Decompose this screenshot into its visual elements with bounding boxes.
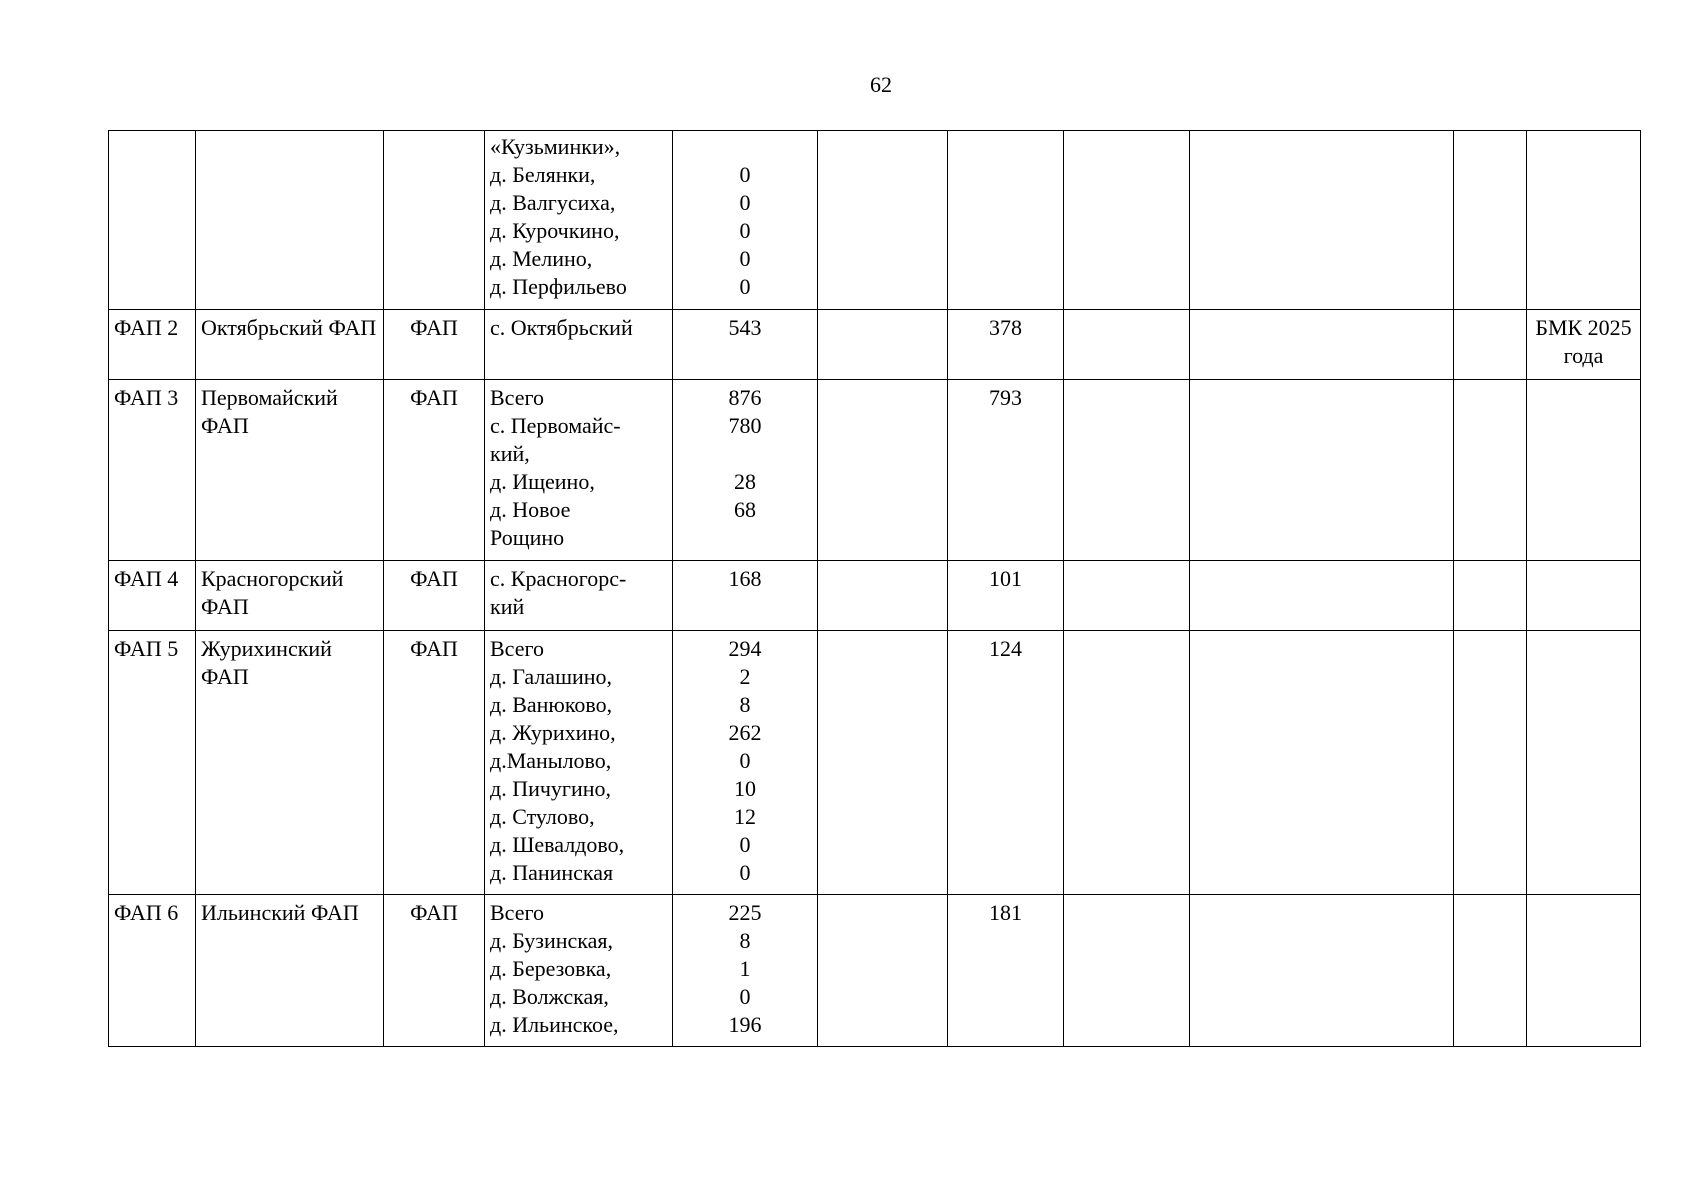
col10-cell [1454, 561, 1527, 631]
settlements-cell [485, 561, 673, 631]
settlements-cell-line: д. Курочкино, [490, 218, 620, 243]
population-cell-line: 0 [739, 984, 751, 1009]
settlements-cell-line: д. Шевалдово, [490, 832, 625, 857]
population-cell-line: 0 [739, 860, 751, 885]
col10-cell [1454, 631, 1527, 895]
settlements-cell-line: д. Белянки, [490, 162, 596, 187]
col7-cell: 101 [948, 561, 1064, 631]
population-cell [673, 131, 818, 310]
population-cell-line: 2 [739, 664, 751, 689]
settlements-cell-line: д.Манылово, [490, 748, 612, 773]
population-cell-line: 10 [734, 776, 756, 801]
settlements-cell-line: д. Новое [490, 497, 571, 522]
fap-name-cell: Красногорский ФАП [196, 561, 384, 631]
fap-type-cell: ФАП [384, 561, 485, 631]
fap-code-cell: ФАП 2 [109, 310, 196, 380]
population-cell [673, 380, 818, 561]
settlements-cell-line: д. Волжская, [490, 984, 609, 1009]
col9-cell [1190, 310, 1454, 380]
settlements-cell-line: д. Галашино, [490, 664, 613, 689]
population-cell-line: 0 [739, 162, 751, 187]
population-cell-line: 0 [739, 246, 751, 271]
fap-type-cell: ФАП [384, 631, 485, 895]
population-cell-line: 1 [739, 956, 751, 981]
population-cell-line: 0 [739, 190, 751, 215]
table-row [109, 380, 1641, 561]
settlements-cell-line: д. Валгусиха, [490, 190, 616, 215]
fap-name-cell: Октябрьский ФАП [196, 310, 384, 380]
settlements-cell-line: кий, [490, 441, 530, 466]
table-row [109, 561, 1641, 631]
fap-code-cell: ФАП 4 [109, 561, 196, 631]
population-cell [673, 895, 818, 1047]
fap-name-cell: Первомайский ФАП [196, 380, 384, 561]
settlements-cell-line: Всего [490, 385, 544, 410]
fap-name-cell: Журихинский ФАП [196, 631, 384, 895]
settlements-cell [485, 380, 673, 561]
fap-name-cell: Ильинский ФАП [196, 895, 384, 1047]
settlements-cell-line: д. Ванюково, [490, 692, 613, 717]
settlements-cell [485, 131, 673, 310]
fap-type-cell: ФАП [384, 895, 485, 1047]
settlements-cell-line: кий [490, 594, 525, 619]
population-cell-line [678, 524, 812, 552]
table-row [109, 131, 1641, 310]
settlements-cell-line: д. Пичугино, [490, 776, 611, 801]
col7-cell: 124 [948, 631, 1064, 895]
population-cell-line: 294 [728, 636, 762, 661]
col7-cell: 181 [948, 895, 1064, 1047]
fap-table [108, 130, 1641, 1047]
col8-cell [1064, 131, 1190, 310]
settlements-cell-line: д. Ильинское, [490, 1012, 619, 1037]
settlements-cell-line: «Кузьминки», [490, 134, 621, 159]
fap-name-cell [196, 131, 384, 310]
settlements-cell-line: д. Мелино, [490, 246, 593, 271]
settlements-cell-line: Рощино [490, 525, 565, 550]
note-cell [1527, 631, 1641, 895]
col10-cell [1454, 895, 1527, 1047]
settlements-cell-line: с. Красногорс- [490, 566, 627, 591]
col8-cell [1064, 380, 1190, 561]
note-cell [1527, 131, 1641, 310]
col8-cell [1064, 310, 1190, 380]
settlements-cell-line: д. Стулово, [490, 804, 595, 829]
population-cell-line: 8 [739, 692, 751, 717]
population-cell-line: 8 [739, 928, 751, 953]
population-cell-line: 196 [728, 1012, 762, 1037]
col9-cell [1190, 131, 1454, 310]
population-cell-line [678, 440, 812, 468]
col8-cell [1064, 895, 1190, 1047]
col6-cell [818, 561, 948, 631]
population-cell-line [678, 133, 812, 161]
table-row [109, 631, 1641, 895]
table-row [109, 310, 1641, 380]
settlements-cell-line: д. Ищеино, [490, 469, 595, 494]
fap-type-cell: ФАП [384, 380, 485, 561]
fap-code-cell [109, 131, 196, 310]
population-cell-line: 168 [728, 566, 762, 591]
note-cell [1527, 895, 1641, 1047]
population-cell-line: 28 [734, 469, 756, 494]
col10-cell [1454, 131, 1527, 310]
col9-cell [1190, 561, 1454, 631]
col7-cell [948, 131, 1064, 310]
settlements-cell [485, 631, 673, 895]
col10-cell [1454, 380, 1527, 561]
fap-type-cell: ФАП [384, 310, 485, 380]
population-cell-line: 876 [728, 385, 762, 410]
population-cell-line: 0 [739, 832, 751, 857]
col9-cell [1190, 895, 1454, 1047]
note-cell [1527, 380, 1641, 561]
settlements-cell-line: с. Октябрьский [490, 315, 633, 340]
population-cell-line: 68 [734, 497, 756, 522]
col10-cell [1454, 310, 1527, 380]
population-cell-line: 543 [728, 315, 762, 340]
table-body [109, 131, 1641, 1047]
settlements-cell-line: д. Березовка, [490, 956, 612, 981]
col6-cell [818, 895, 948, 1047]
fap-code-cell: ФАП 3 [109, 380, 196, 561]
settlements-cell-line: д. Бузинская, [490, 928, 614, 953]
col8-cell [1064, 561, 1190, 631]
population-cell [673, 561, 818, 631]
settlements-cell-line: д. Журихино, [490, 720, 616, 745]
fap-type-cell [384, 131, 485, 310]
col6-cell [818, 310, 948, 380]
col9-cell [1190, 380, 1454, 561]
col7-cell: 793 [948, 380, 1064, 561]
col9-cell [1190, 631, 1454, 895]
population-cell-line [678, 593, 812, 621]
population-cell-line: 0 [739, 218, 751, 243]
note-cell [1527, 561, 1641, 631]
table-row [109, 895, 1641, 1047]
col6-cell [818, 631, 948, 895]
page-number: 62 [870, 72, 892, 97]
settlements-cell-line: д. Панинская [490, 860, 614, 885]
population-cell [673, 310, 818, 380]
col8-cell [1064, 631, 1190, 895]
fap-code-cell: ФАП 6 [109, 895, 196, 1047]
population-cell-line: 225 [728, 900, 762, 925]
settlements-cell-line: Всего [490, 636, 544, 661]
population-cell-line: 780 [728, 413, 762, 438]
settlements-cell [485, 895, 673, 1047]
note-cell: БМК 2025 года [1527, 310, 1641, 380]
population-cell-line: 262 [728, 720, 762, 745]
settlements-cell-line: Всего [490, 900, 544, 925]
settlements-cell-line: д. Перфильево [490, 274, 627, 299]
population-cell [673, 631, 818, 895]
population-cell-line: 0 [739, 748, 751, 773]
settlements-cell-line: с. Первомайс- [490, 413, 621, 438]
col7-cell: 378 [948, 310, 1064, 380]
col6-cell [818, 380, 948, 561]
population-cell-line: 0 [739, 274, 751, 299]
fap-code-cell: ФАП 5 [109, 631, 196, 895]
col6-cell [818, 131, 948, 310]
population-cell-line: 12 [734, 804, 756, 829]
settlements-cell [485, 310, 673, 380]
